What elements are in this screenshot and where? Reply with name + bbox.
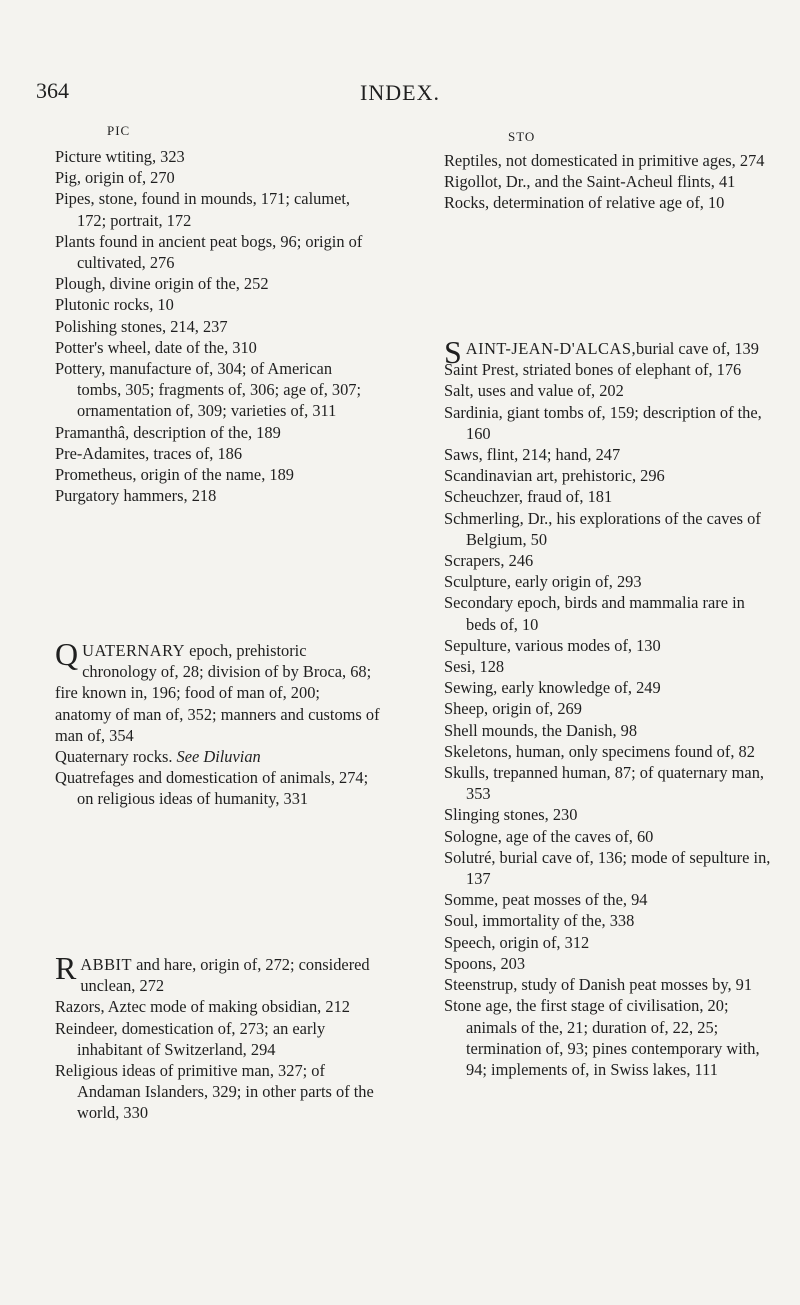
index-entry: Somme, peat mosses of the, 94 [444, 890, 648, 910]
index-entry: Soul, immortality of the, 338 [444, 911, 635, 931]
index-entry: Razors, Aztec mode of making obsidian, 212 [55, 997, 350, 1017]
section-first-entry [55, 950, 380, 996]
index-entry: Sheep, origin of, 269 [444, 699, 582, 719]
index-entry: Quatrefages and domestication of animals, 274; on religious ideas of humanity, 331 [55, 768, 369, 809]
index-entry: Reptiles, not domesticated in primitive ages, 274 [444, 151, 765, 170]
index-entry: Salt, uses and value of, 202 [444, 381, 624, 401]
index-entry: Sepulture, various modes of, 130 [444, 635, 661, 655]
index-entry: Skulls, trepanned human, 87; of quaternary man, 353 [444, 763, 764, 804]
running-head: INDEX. [360, 80, 440, 105]
index-entry [55, 746, 380, 767]
index-entry: Polishing stones, 214, 237 [55, 316, 228, 336]
page-number: 364 [36, 78, 69, 103]
index-entry: Scandinavian art, prehistoric, 296 [444, 466, 665, 486]
index-entry: Solutré, burial cave of, 136; mode of sepulture in, 137 [444, 847, 771, 889]
index-entry: Rocks, determination of relative age of, 10 [444, 193, 725, 213]
index-entry: Sologne, age of the caves of, 60 [444, 826, 654, 846]
r-section [55, 950, 380, 1124]
section-first-entry [55, 636, 380, 746]
r-continued-section [444, 150, 774, 214]
index-entry: Pig, origin of, 270 [55, 168, 175, 188]
index-entry: Pre-Adamites, traces of, 186 [55, 443, 243, 463]
right-guide-word: STO [508, 129, 536, 144]
index-entry: Skeletons, human, only specimens found of, 82 [444, 741, 755, 761]
index-entry: Saint Prest, striated bones of elephant of, 176 [444, 360, 742, 380]
entry-text: burial cave of, 139 [636, 339, 759, 358]
entry-text: epoch, prehistoric chronology of, 28; division of by Broca, 68; fire known in, 196; food of man of, 200; anatomy of man of, 352; manners and customs of man of, 354 [55, 641, 380, 745]
s-section [444, 334, 774, 1080]
index-entry: Plutonic rocks, 10 [55, 295, 174, 315]
index-entry: Slinging stones, 230 [444, 805, 578, 825]
entry-text: Quaternary rocks. [55, 747, 177, 767]
index-entry: Pramanthâ, description of the, 189 [55, 422, 281, 442]
left-guide-word: PIC [107, 123, 131, 138]
q-section [55, 636, 380, 810]
index-entry: Sardinia, giant tombs of, 159; description of the, 160 [444, 402, 762, 443]
index-entry: Stone age, the first stage of civilisation, 20; animals of the, 21; duration of, 22, 25; termination of, 93; pines contemporary with, 94; implements of, in Swiss lakes, 111 [444, 996, 760, 1079]
entry-lead: UATERNARY [82, 641, 185, 660]
index-entry: Plants found in ancient peat bogs, 96; origin of cultivated, 276 [55, 231, 363, 273]
index-entry: Speech, origin of, 312 [444, 932, 590, 952]
index-entry: Prometheus, origin of the name, 189 [55, 465, 294, 485]
index-entry: Sesi, 128 [444, 657, 505, 677]
index-entry: Scheuchzer, fraud of, 181 [444, 487, 613, 507]
index-entry: Potter's wheel, date of the, 310 [55, 337, 257, 357]
index-entry: Pipes, stone, found in mounds, 171; calumet, 172; portrait, 172 [55, 189, 351, 230]
index-entry: Reindeer, domestication of, 273; an early inhabitant of Switzerland, 294 [55, 1018, 326, 1059]
index-entry: Shell mounds, the Danish, 98 [444, 720, 638, 740]
p-section [55, 146, 380, 506]
index-entry: Plough, divine origin of the, 252 [55, 274, 269, 294]
index-entry: Religious ideas of primitive man, 327; of Andaman Islanders, 329; in other parts of the world, 330 [55, 1061, 374, 1123]
drop-cap: R [55, 950, 77, 986]
index-entry: Sculpture, early origin of, 293 [444, 572, 642, 592]
index-entry: Saws, flint, 214; hand, 247 [444, 445, 621, 465]
index-entry: Rigollot, Dr., and the Saint-Acheul flints, 41 [444, 172, 736, 192]
cross-reference: See Diluvian [176, 747, 261, 767]
index-entry: Purgatory hammers, 218 [55, 486, 217, 506]
index-entry: Scrapers, 246 [444, 551, 534, 571]
entry-lead: ABBIT [80, 955, 133, 974]
index-entry: Pottery, manufacture of, 304; of American tombs, 305; fragments of, 306; age of, 307; ornamentation of, 309; varieties of, 311 [55, 359, 362, 421]
entry-lead: AINT-JEAN-D'ALCAS, [465, 339, 637, 358]
index-entry: Spoons, 203 [444, 953, 526, 973]
drop-cap: S [444, 334, 462, 370]
index-entry: Sewing, early knowledge of, 249 [444, 678, 661, 698]
index-entry: Steenstrup, study of Danish peat mosses by, 91 [444, 975, 753, 995]
index-entry: Schmerling, Dr., his explorations of the caves of Belgium, 50 [444, 508, 761, 549]
drop-cap: Q [55, 636, 79, 672]
index-entry: Picture wtiting, 323 [55, 147, 185, 166]
entry-text: and hare, origin of, 272; considered unclean, 272 [80, 955, 370, 996]
index-entry: Secondary epoch, birds and mammalia rare in beds of, 10 [444, 593, 745, 634]
